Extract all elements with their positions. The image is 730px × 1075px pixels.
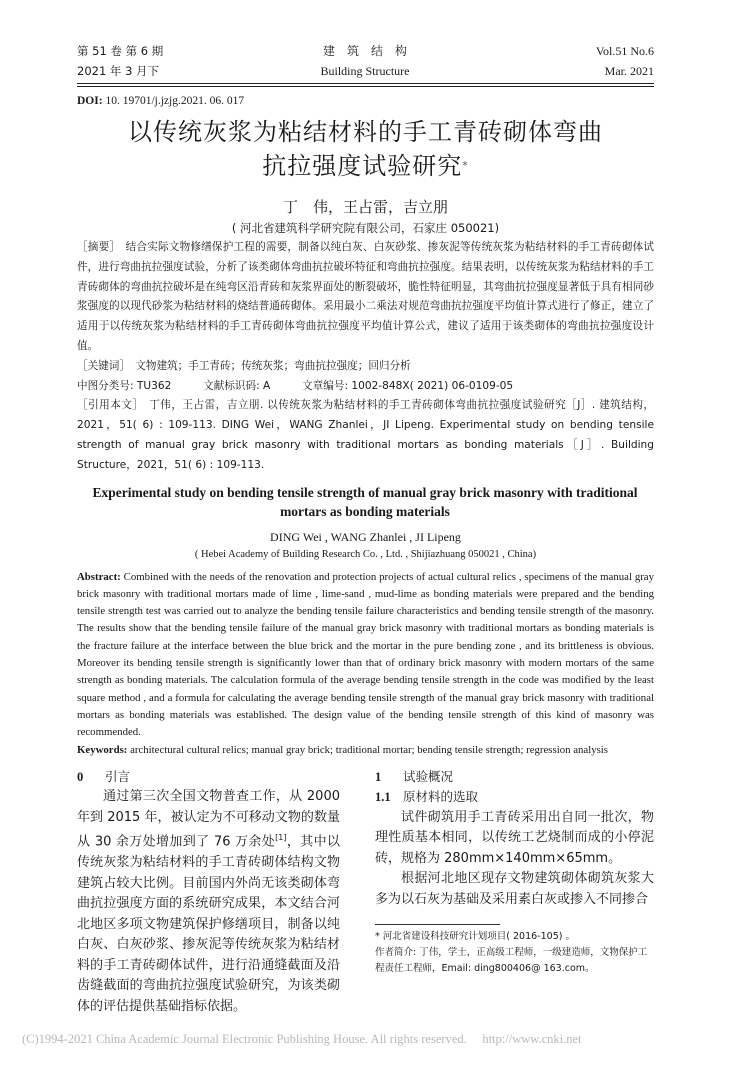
paragraph-text: ，其中以传统灰浆为粘结材料的手工青砖砌体结构文物建筑占较大比例。目前国内外尚无该类砌体弯曲抗拉强度方面的系统研究成果，本文结合河北地区多项文物建筑保护修缮项目，制备以纯白灰、白灰砂浆、掺灰泥等传统灰浆为粘结材料的手工青砖砌体试件，进行沿通缝截面及沿齿缝截面的弯曲抗拉强度试验研究，为该类砌体的评估提供基础指标依据。 [77,834,340,1014]
author-bio: 作者简介: 丁伟，学士，正高级工程师，一级建造师，文物保护工程责任工程师，Email: ding800406@ 163.com。 [375,947,648,975]
section-number: 1 [375,769,382,784]
citation-ref[interactable]: [1] [275,833,287,843]
abstract-en-body: Combined with the needs of the renovation and protection projects of actual cultural relics , specimens of the manual gray brick masonry with traditional mortars made of lime , lime-sand , mud-lime as bonding materials were prepared and the bending tensile strength test was carried out to analyze the bending tensile failure characteristics and bending tensile strength of the masonry. The results show that the bending tensile failure of the manual gray brick masonry with traditional mortars as bonding materials is the fracture failure at the interface between the blue brick and the mortar in the pure bending zone , and its brittleness is obvious. Moreover its bending tensile strength is significantly lower than that of ordinary brick masonry with modern mortars of the same strength as bonding materials. The calculation formula of the average bending tensile strength in the code was modified by the least square method , and a formula for calculating the average bending tensile strength of the manual gray brick masonry with traditional mortars as bonding materials was established. The design value of the bending tensile strength of this kind of masonry was recommended. [77,570,654,739]
abstract-cn [77,238,654,476]
section-title: 引言 [105,768,131,784]
section-0-heading [77,767,340,788]
classification-info: 中图分类号: TU362 文献标识码: A 文章编号: 1002-848X( 2021) 06-0109-05 [77,379,514,392]
section-number: 0 [77,769,84,784]
citation: ［引用本文］ 丁伟，王占雷，吉立朋. 以传统灰浆为粘结材料的手工青砖砌体弯曲抗拉强度试验研究［J］. 建筑结构，2021，51( 6) : 109-113. DING Wei，WANG Zhanlei，JI Lipeng. Experimental study on bending tensile strength of manual gray brick masonry with traditional mortars as bonding materials［J］. Building Structure，2021，51( 6) : 109-113. [77,399,654,471]
abstract-en-text [77,569,654,742]
doi [77,93,654,109]
title-line-2: 抗拉强度试验研究 [262,152,463,180]
abstract-en-label: Abstract: [77,570,121,583]
affiliation-cn: ( 河北省建筑科学研究院有限公司，石家庄 050021) [231,221,500,235]
keywords-en [77,742,654,759]
authors-cn: 丁 伟，王占雷，吉立朋 [282,198,448,216]
footnotes [375,929,654,977]
doi-value: 10. 19701/j.jzjg.2021. 06. 017 [102,95,245,107]
abstract-cn-text: ［摘要］ 结合实际文物修缮保护工程的需要，制备以纯白灰、白灰砂浆、掺灰泥等传统灰浆为粘结材料的手工青砖砌体试件，进行弯曲抗拉强度试验，分析了该类砌体弯曲抗拉破坏特征和弯曲抗拉强度。结果表明，以传统灰浆为粘结材料的手工青砖砌体的弯曲抗拉破坏是在纯弯区沿青砖和灰浆界面处的断裂破坏，脆性特征明显，其弯曲抗拉强度显著低于具有相同砂浆强度的以现代砂浆为粘结材料的烧结普通砖砌体。采用最小二乘法对规范弯曲抗拉强度平均值计算式进行了修正，建立了适用于以传统灰浆为粘结材料的手工青砖砌体弯曲抗拉强度平均值计算公式，建议了适用于该类砌体的弯曲抗拉强度设计值。 [77,241,654,352]
footnote-rule [375,924,500,925]
section-number: 1.1 [375,790,391,805]
affiliation-en: ( Hebei Academy of Building Research Co. , Ltd. , Shijiazhuang 050021 , China) [194,548,537,560]
title-en: Experimental study on bending tensile strength of manual gray brick masonry with traditional mortars as bonding materials [92,484,638,519]
body-paragraph [77,787,340,1017]
copyright-footer: (C)1994-2021 China Academic Journal Electronic Publishing House. All rights reserved. http://www.cnki.net [22,1032,582,1047]
keywords-en-label: Keywords: [77,743,128,756]
body-right-column [375,767,654,978]
section-1-1-heading [375,787,654,808]
title-line-1: 以传统灰浆为粘结材料的手工青砖砌体弯曲 [128,118,603,146]
section-title: 试验概况 [403,768,454,784]
journal-name-en: Building Structure [320,64,410,78]
title-footnote-mark: * [462,159,469,172]
funding-note: * 河北省建设科技研究计划项目( 2016-105) 。 [375,931,575,943]
journal-name-cn: 建 筑 结 构 [322,44,407,58]
abstract-en [77,569,654,759]
section-title: 原材料的选取 [403,789,479,805]
doi-label: DOI: [77,95,103,107]
body-paragraph: 试件砌筑用手工青砖采用出自同一批次，物理性质基本相同，以传统工艺烧制而成的小停泥砖，规格为 280mm×140mm×65mm。 [375,809,654,866]
keywords-cn: ［关键词］ 文物建筑；手工青砖；传统灰浆；弯曲抗拉强度；回归分析 [77,359,411,372]
body-paragraph: 根据河北地区现存文物建筑砌体砌筑灰浆大多为以石灰为基础及采用素白灰或掺入不同掺合 [375,871,654,907]
paragraph-text: 通过第三次全国文物普查工作，从 2000 年到 2015 年，被认定为不可移动文物的数量从 30 余万处增加到了 76 万余处 [77,789,340,850]
authors-en: DING Wei , WANG Zhanlei , JI Lipeng [270,529,461,544]
volume-issue-en: Vol.51 No.6 [595,44,654,58]
keywords-en-body: architectural cultural relics; manual gray brick; traditional mortar; bending tensile strength; regression analysis [127,743,608,756]
section-1-heading [375,767,654,788]
date-cn: 2021 年 3 月下 [77,64,160,78]
body-columns [77,767,654,1017]
volume-issue-cn: 第 51 卷 第 6 期 [77,44,164,58]
title-cn [77,115,654,183]
date-en: Mar. 2021 [604,64,654,78]
body-left-column [77,767,340,1017]
